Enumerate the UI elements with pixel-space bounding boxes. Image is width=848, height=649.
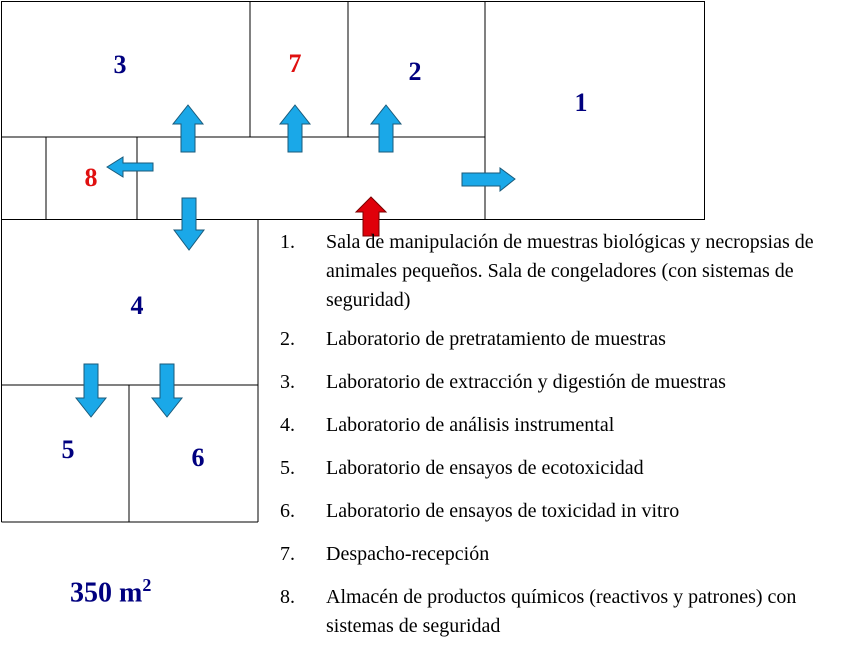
room-6-number: 6: [191, 443, 205, 472]
legend-item: [280, 454, 840, 483]
arrow-up-to-2: [371, 105, 401, 152]
legend-text: Laboratorio de ensayos de ecotoxicidad: [326, 457, 644, 479]
arrow-right-to-1: [462, 168, 515, 191]
room-4-number: 4: [130, 291, 144, 320]
area-exponent: 2: [142, 575, 152, 595]
legend-text: Laboratorio de análisis instrumental: [326, 414, 615, 436]
legend-item: [280, 411, 840, 440]
room-8-number: 8: [84, 163, 98, 192]
legend-number: 2.: [280, 328, 295, 350]
legend-text: Laboratorio de pretratamiento de muestras: [326, 328, 666, 350]
arrow-down-to-4: [174, 198, 204, 250]
room-legend: [280, 228, 840, 641]
arrow-down-to-6: [152, 364, 182, 417]
room-7-number: 7: [288, 49, 302, 78]
wall-top-block: [2, 2, 705, 220]
legend-item: [280, 540, 840, 569]
room-1-number: 1: [574, 88, 588, 117]
legend-number: 5.: [280, 457, 295, 479]
arrow-down-to-5: [76, 364, 106, 417]
legend-number: 1.: [280, 231, 295, 253]
legend-number: 6.: [280, 500, 295, 522]
legend-text: Laboratorio de extracción y digestión de muestras: [326, 371, 726, 393]
arrow-up-to-3: [173, 105, 203, 152]
legend-text: Despacho-recepción: [326, 543, 490, 565]
legend-text: Laboratorio de ensayos de toxicidad in vitro: [326, 500, 680, 522]
legend-item: [280, 583, 840, 641]
arrow-up-to-7: [280, 105, 310, 152]
total-area-label: [70, 575, 151, 609]
legend-number: 7.: [280, 543, 295, 565]
legend-text: Sala de manipulación de muestras biológicas y necropsias de animales pequeños. Sala de congeladores (con sistemas de seguridad): [326, 231, 814, 311]
legend-item: [280, 368, 840, 397]
legend-item: [280, 325, 840, 354]
legend-item: [280, 497, 840, 526]
room-3-number: 3: [113, 50, 127, 79]
legend-number: 3.: [280, 371, 295, 393]
room-2-number: 2: [408, 57, 422, 86]
area-value: 350 m: [70, 577, 143, 609]
room-5-number: 5: [61, 435, 75, 464]
legend-item: [280, 228, 840, 315]
arrow-left-to-8: [107, 157, 153, 177]
legend-number: 4.: [280, 414, 295, 436]
legend-number: 8.: [280, 586, 295, 608]
legend-text: Almacén de productos químicos (reactivos y patrones) con sistemas de seguridad: [326, 586, 797, 637]
